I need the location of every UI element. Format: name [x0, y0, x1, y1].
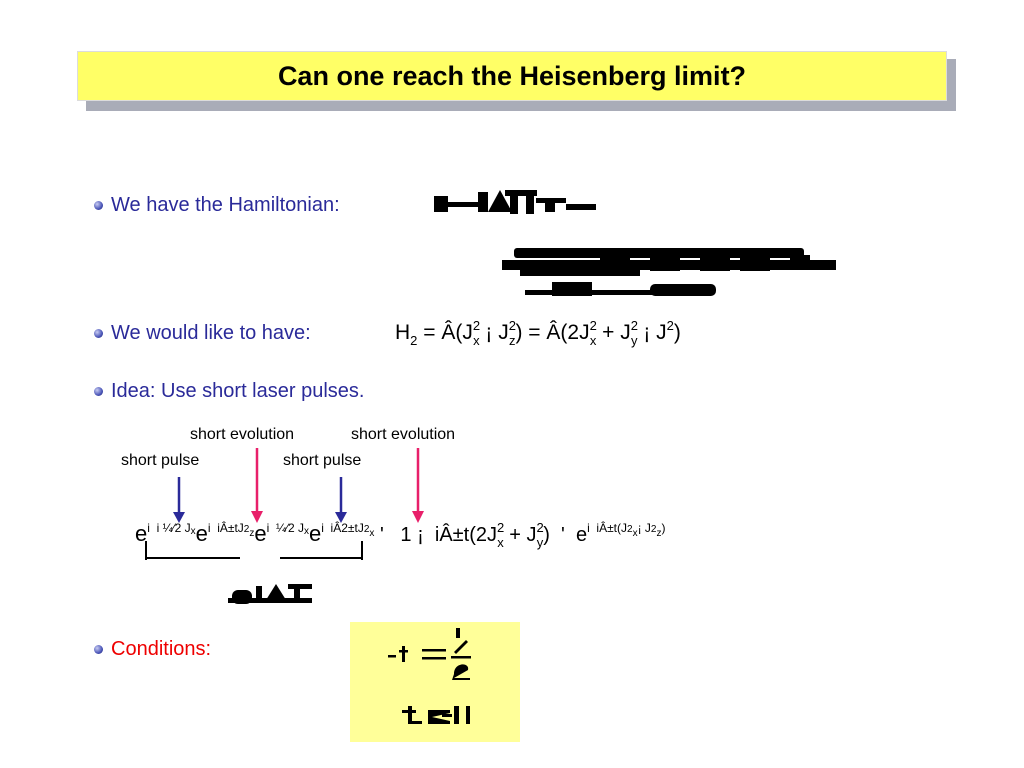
- eq-sup: ): [661, 521, 666, 535]
- eq-term: e: [308, 521, 322, 546]
- eq-sup: 2: [508, 318, 516, 333]
- pulse-equation: [135, 520, 665, 550]
- eq-term: ¡ J: [479, 321, 509, 344]
- eq-sup: x: [369, 528, 375, 539]
- arrow-short-evolution-2: [412, 448, 424, 523]
- conditions-box: [350, 622, 520, 742]
- eq-sup: 2: [589, 318, 597, 333]
- eq-term: ) ' e: [543, 524, 588, 546]
- eq-sup: 2: [650, 524, 657, 535]
- bullet-text: Idea: Use short laser pulses.: [111, 380, 365, 402]
- arrow-short-evolution-1: [251, 448, 263, 523]
- bullet-text: Conditions:: [111, 638, 212, 660]
- eq-term: ) = Â(2J: [515, 321, 590, 344]
- eq-sup: ¡ J: [637, 521, 651, 535]
- eq-term: ¡ J: [637, 321, 667, 344]
- eq-sup: 2: [243, 524, 250, 535]
- eq-term: ' 1 ¡ iÂ±t(2J: [374, 524, 497, 546]
- bullet-dot-icon: [94, 645, 103, 654]
- eq-sub: y: [536, 535, 544, 550]
- label-short-pulse-1: short pulse: [121, 452, 200, 469]
- eq-sup: 2: [627, 524, 633, 535]
- eq-sub: x: [473, 333, 480, 348]
- bullet-conditions: [94, 638, 211, 661]
- slide-title: Can one reach the Heisenberg limit?: [277, 60, 747, 91]
- eq-sup: x: [303, 526, 309, 537]
- eq-sup: 2: [472, 318, 481, 333]
- eq-sup: i iÂ±tJ: [207, 521, 244, 535]
- eq-term: ): [673, 321, 681, 344]
- eq-term: e: [135, 521, 148, 546]
- eq-sub: x: [497, 535, 504, 550]
- bullet-text: We have the Hamiltonian:: [111, 194, 340, 216]
- eq-sup: 2: [363, 524, 370, 535]
- eq-sub: y: [631, 333, 638, 348]
- eq-sup: 2: [666, 318, 674, 333]
- eq-sup: i iÂ2±tJ: [321, 521, 364, 535]
- eq-term: e: [254, 521, 267, 546]
- eq-term: + J: [596, 321, 631, 344]
- label-short-evolution-1: short evolution: [190, 426, 295, 443]
- eq-sup: i ¼⁄2 J: [266, 521, 304, 535]
- eq-sup: 2: [497, 520, 505, 535]
- eq-term: e: [195, 521, 208, 546]
- arrow-short-pulse-2: [335, 477, 347, 523]
- eq-sup: 2: [630, 318, 638, 333]
- eq-sup: x: [190, 526, 196, 537]
- label-short-evolution-2: short evolution: [351, 426, 456, 443]
- eq-term: + J: [503, 524, 537, 546]
- eq-sup: i iÂ±t(J: [587, 521, 628, 535]
- eq-term: = Â(J: [417, 321, 473, 344]
- eq-sup: z: [249, 528, 255, 539]
- eq-sub: 2: [410, 333, 418, 348]
- eq-sup: 2: [536, 520, 544, 535]
- eq-sup: z: [656, 528, 662, 539]
- eq-sup: i i ¼⁄2 J: [147, 521, 191, 535]
- garbled-underbrace-text: [228, 584, 312, 604]
- eq-sup: x: [632, 528, 638, 539]
- eq-sub: z: [508, 333, 516, 348]
- eq-term: H: [395, 321, 411, 344]
- arrow-short-pulse-1: [173, 477, 185, 523]
- bullet-text: We would like to have:: [111, 322, 311, 344]
- garbled-conditions-math: [350, 622, 520, 742]
- eq-sub: x: [589, 333, 597, 348]
- label-short-pulse-2: short pulse: [283, 452, 362, 469]
